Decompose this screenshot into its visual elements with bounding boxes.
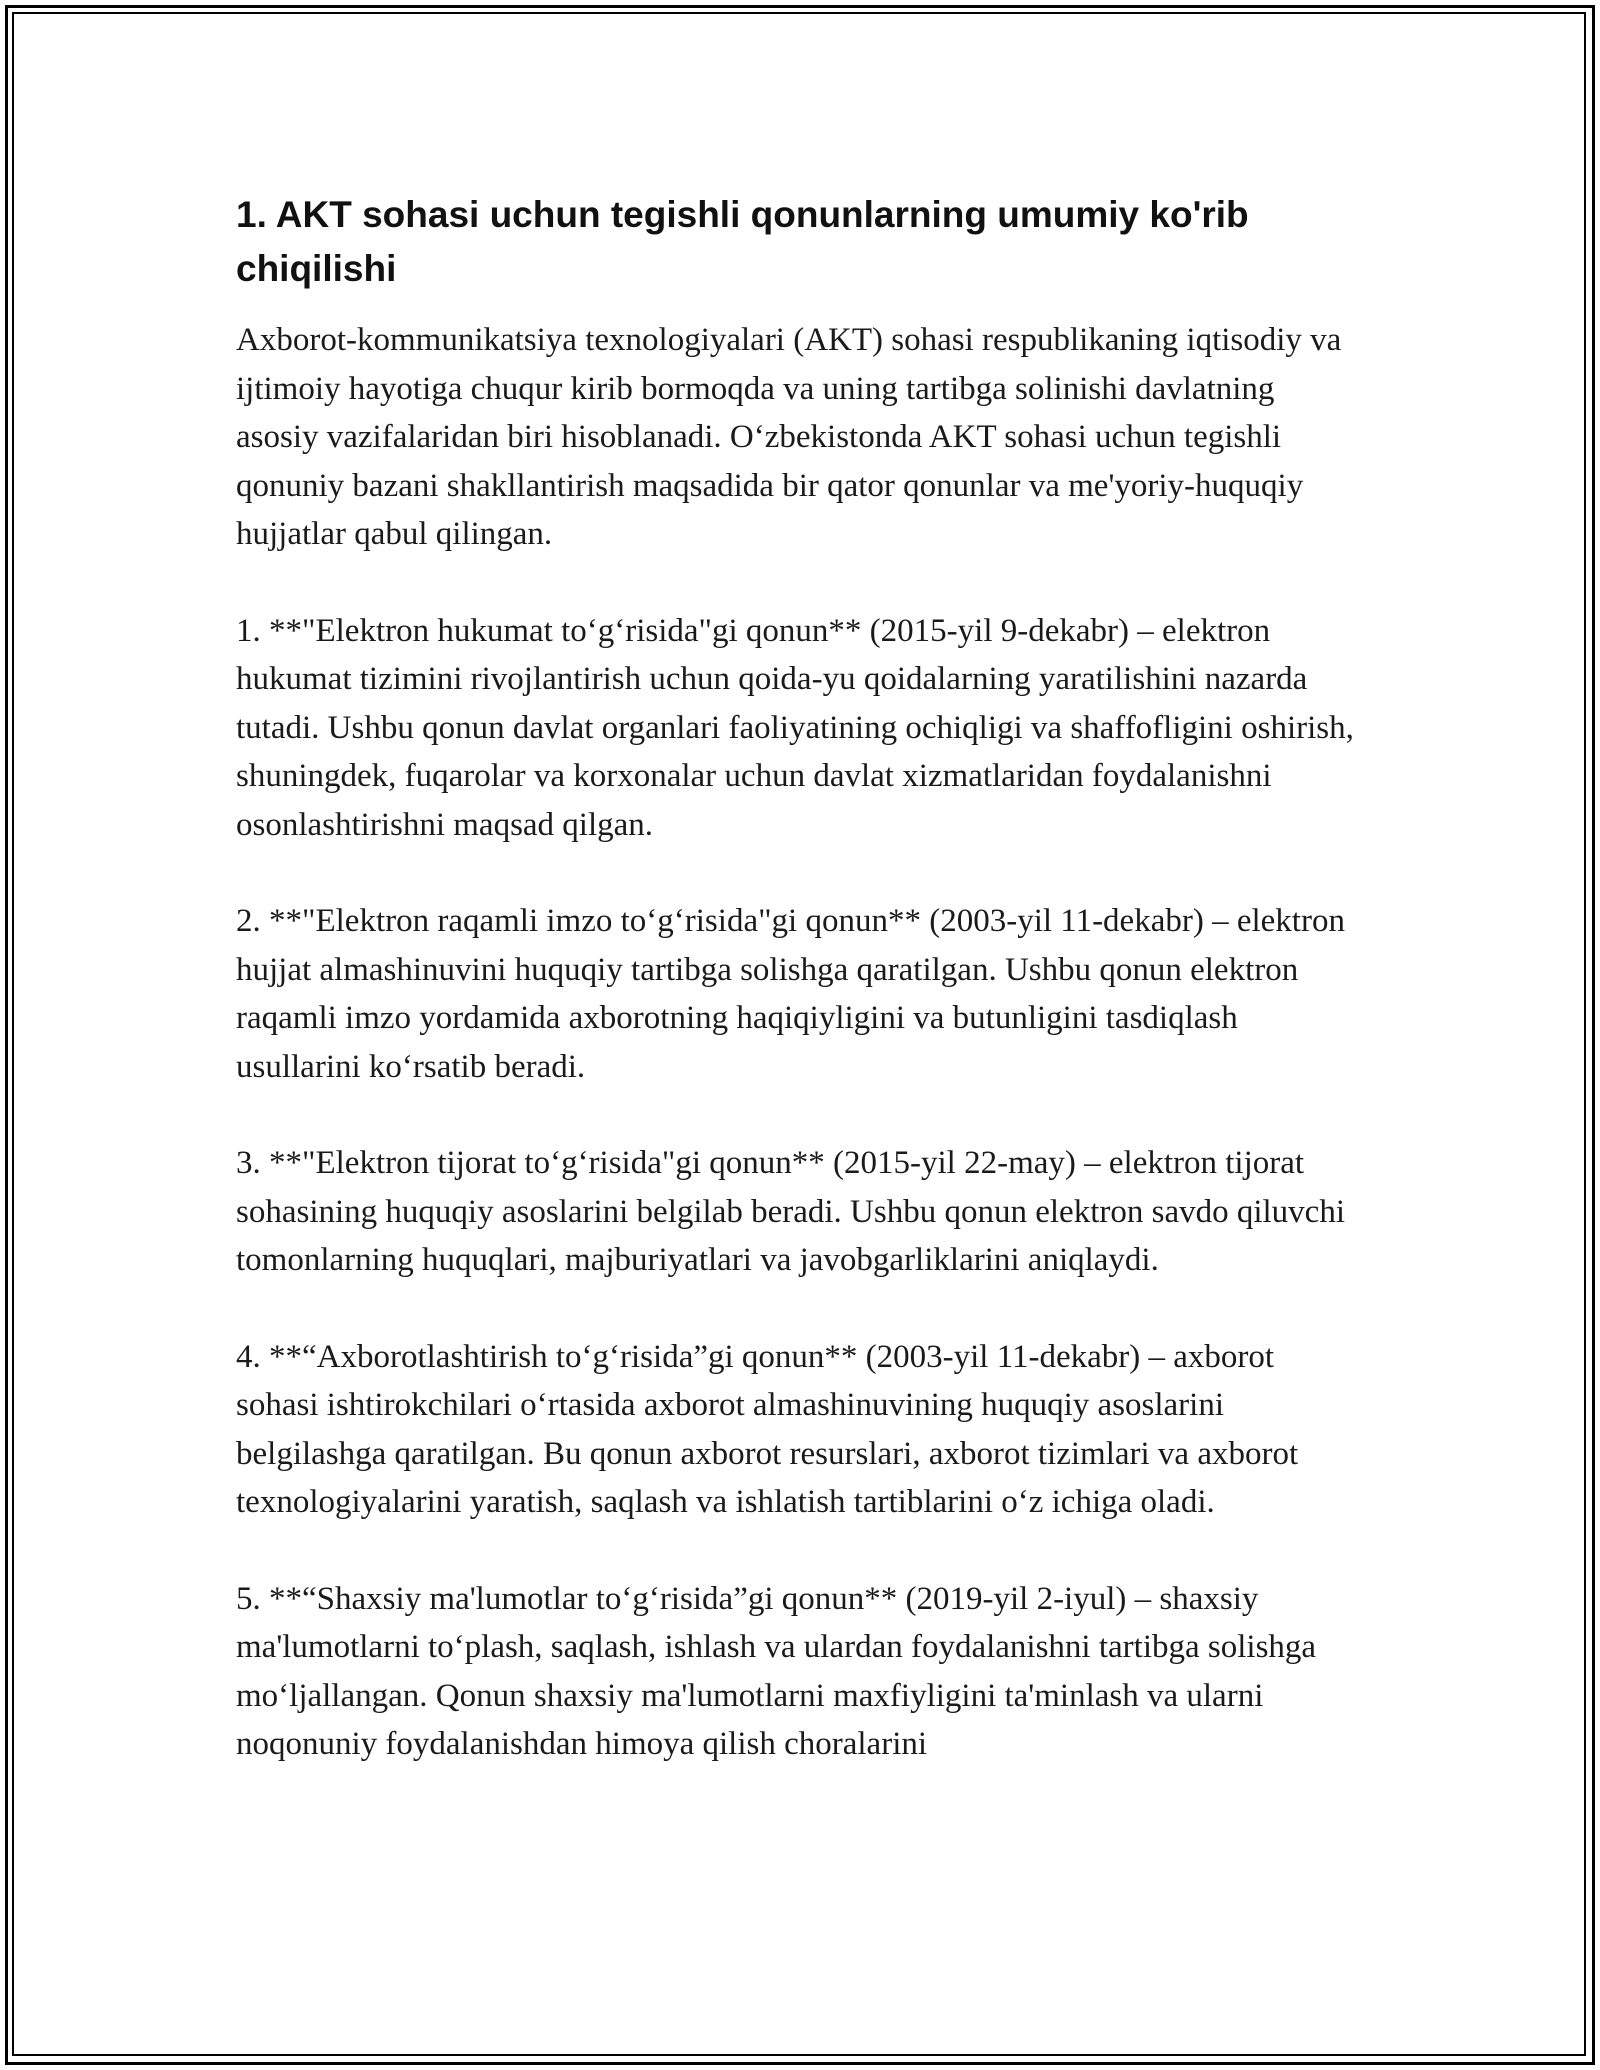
law-item-3: 3. **"Elektron tijorat to‘g‘risida"gi qonun** (2015-yil 22-may) – elektron tijorat sohasining huquqiy asoslarini belgilab beradi. Ushbu qonun elektron savdo qiluvchi tomonlarning huquqlari, majburiyatlari va javobgarliklarini aniqlaydi. [236,1145,1345,1278]
law-item-5: 5. **“Shaxsiy ma'lumotlar to‘g‘risida”gi qonun** (2019-yil 2-iyul) – shaxsiy ma'lumotlarni to‘plash, saqlash, ishlash va ulardan foydalanishni tartibga solishga mo‘ljallangan. Qonun shaxsiy ma'lumotlarni maxfiyligini ta'minlash va ularni noqonuniy foydalanishdan himoya qilish choralarini [236,1580,1317,1762]
document-body [236,188,1356,1817]
law-item-2: 2. **"Elektron raqamli imzo to‘g‘risida"gi qonun** (2003-yil 11-dekabr) – elektron hujjat almashinuvini huquqiy tartibga solishga qaratilgan. Ushbu qonun elektron raqamli imzo yordamida axborotning haqiqiyligini va butunligini tasdiqlash usullarini ko‘rsatib beradi. [236,903,1345,1085]
law-item-4: 4. **“Axborotlashtirish to‘g‘risida”gi qonun** (2003-yil 11-dekabr) – axborot sohasi ishtirokchilari o‘rtasida axborot almashinuvining huquqiy asoslarini belgilashga qaratilgan. Bu qonun axborot resurslari, axborot tizimlari va axborot texnologiyalarini yaratish, saqlash va ishlatish tartiblarini o‘z ichiga oladi. [236,1338,1299,1520]
intro-paragraph: Axborot-kommunikatsiya texnologiyalari (AKT) sohasi respublikaning iqtisodiy va ijtimoiy hayotiga chuqur kirib bormoqda va uning tartibga solinishi davlatning asosiy vazifalaridan biri hisoblanadi. O‘zbekistonda AKT sohasi uchun tegishli qonuniy bazani shakllantirish maqsadida bir qator qonunlar va me'yoriy-huquqiy hujjatlar qabul qilingan. [236,322,1342,552]
section-heading: 1. AKT sohasi uchun tegishli qonunlarning umumiy ko'rib chiqilishi [236,194,1249,289]
law-item-1: 1. **"Elektron hukumat to‘g‘risida"gi qonun** (2015-yil 9-dekabr) – elektron hukumat tizimini rivojlantirish uchun qoida-yu qoidalarning yaratilishini nazarda tutadi. Ushbu qonun davlat organlari faoliyatining ochiqligi va shaffofligini oshirish, shuningdek, fuqarolar va korxonalar uchun davlat xizmatlaridan foydalanishni osonlashtirishni maqsad qilgan. [236,612,1354,843]
